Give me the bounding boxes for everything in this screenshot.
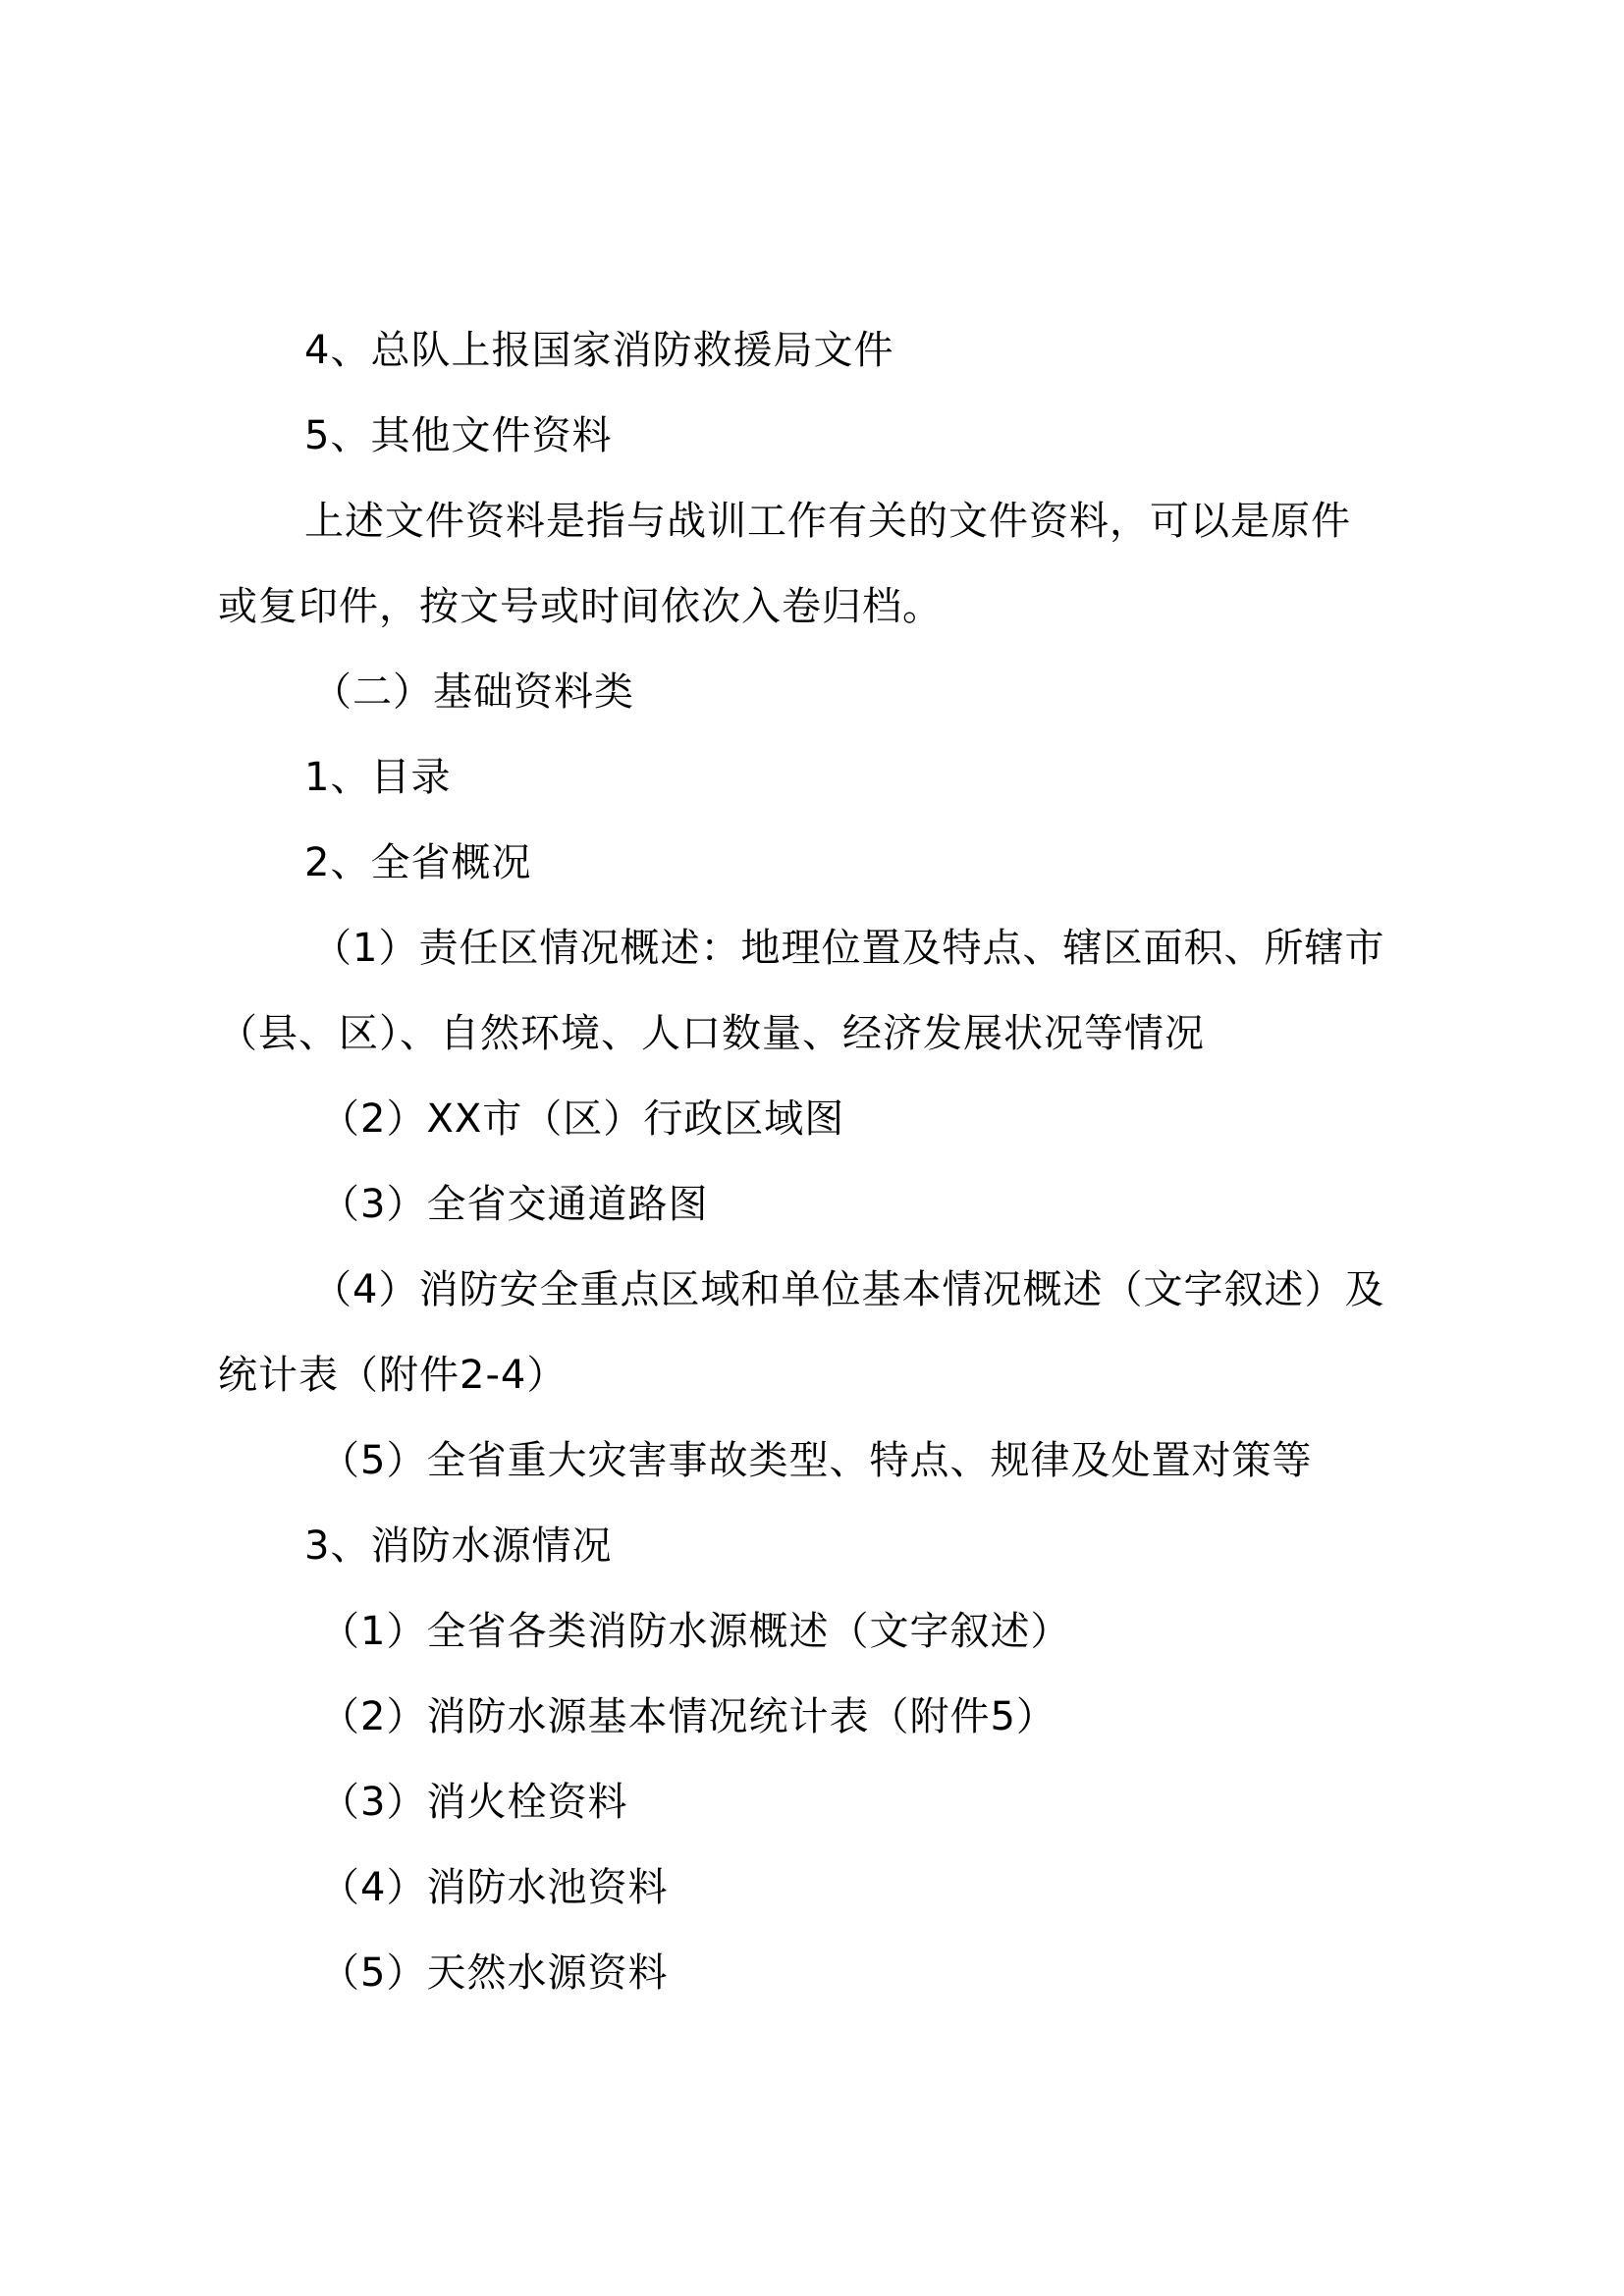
sub-item-responsibility-area-line2: （县、区）、自然环境、人口数量、经济发展状况等情况 [218,1011,1205,1056]
list-item-table-of-contents: 1、目录 [304,755,452,800]
paragraph-archiving-note-line2: 或复印件，按文号或时间依次入卷归档。 [218,584,943,629]
sub-item-responsibility-area-line1: （1）责任区情况概述：地理位置及特点、辖区面积、所辖市 [312,926,1385,971]
sub-item-key-units-line1: （4）消防安全重点区域和单位基本情况概述（文字叙述）及 [312,1267,1385,1312]
sub-item-natural-water-materials: （5）天然水源资料 [320,1950,669,1996]
paragraph-archiving-note-line1: 上述文件资料是指与战训工作有关的文件资料，可以是原件 [304,499,1351,544]
sub-item-water-sources-table: （2）消防水源基本情况统计表（附件5） [320,1694,1056,1739]
list-item-province-overview: 2、全省概况 [304,840,532,885]
sub-item-major-disaster-types: （5）全省重大灾害事故类型、特点、规律及处置对策等 [320,1438,1313,1483]
sub-item-hydrant-materials: （3）消火栓资料 [320,1780,628,1825]
sub-item-key-units-line2: 统计表（附件2-4） [218,1353,568,1398]
list-item-other-documents: 5、其他文件资料 [304,413,613,458]
sub-item-traffic-road-map: （3）全省交通道路图 [320,1182,709,1227]
sub-item-admin-region-map: （2）XX市（区）行政区域图 [320,1096,845,1142]
sub-item-water-sources-overview: （1）全省各类消防水源概述（文字叙述） [320,1609,1071,1654]
list-item-water-sources: 3、消防水源情况 [304,1523,613,1569]
list-item-headquarters-reports: 4、总队上报国家消防救援局文件 [304,328,894,373]
section-heading-basic-materials: （二）基础资料类 [312,669,634,715]
sub-item-fire-pool-materials: （4）消防水池资料 [320,1865,669,1910]
